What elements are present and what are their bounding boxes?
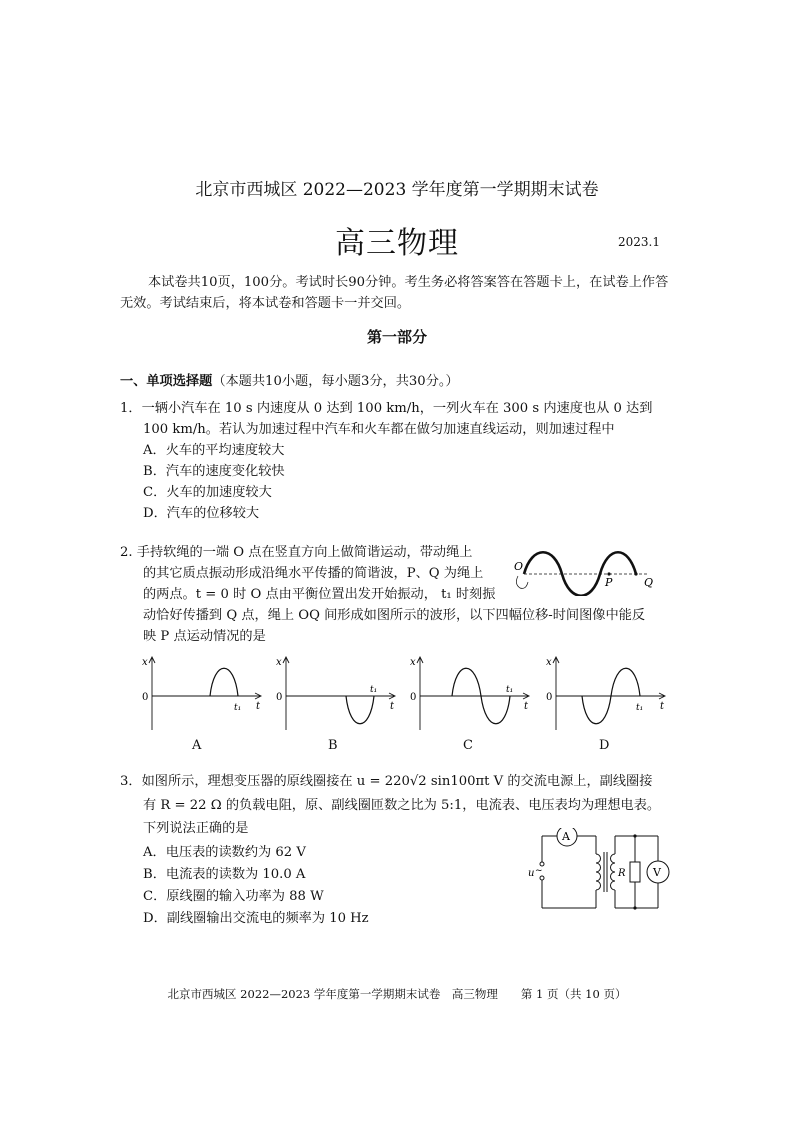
q2-line4: 动恰好传播到 Q 点，绳上 OQ 间形成如图所示的波形，以下四幅位移-时间图像中能反 — [143, 608, 646, 623]
graph-a-t-label: t — [256, 701, 261, 712]
q1-option-c: C．火车的加速度较大 — [143, 485, 272, 500]
primary-coil — [596, 854, 601, 890]
graph-d — [542, 654, 672, 734]
q3-option-a: A．电压表的读数约为 62 V — [143, 845, 306, 860]
part-heading: 第一部分 — [366, 328, 427, 346]
q2-line1: 2. 手持软绳的一端 O 点在竖直方向上做简谐运动，带动绳上 — [120, 545, 473, 560]
q3-line3: 下列说法正确的是 — [143, 821, 249, 836]
choice-d: D — [599, 738, 610, 753]
graph-b-x-label: x — [276, 657, 282, 668]
q2-line2: 的其它质点振动形成沿绳水平传播的简谐波，P、Q 为绳上 — [143, 566, 484, 581]
graph-b-curve — [346, 696, 374, 724]
subject-title: 高三物理 — [335, 226, 459, 261]
secondary-coil — [611, 854, 616, 890]
choice-a: A — [192, 738, 202, 753]
graph-b — [272, 654, 402, 734]
q3-option-b: B．电流表的读数为 10.0 A — [143, 867, 306, 882]
graph-c-zero: 0 — [410, 692, 417, 703]
q1-option-a: A．火车的平均速度较大 — [143, 443, 285, 458]
q2-line3: 的两点。t = 0 时 O 点由平衡位置出发开始振动， t₁ 时刻振 — [143, 587, 496, 602]
graph-b-t1: t₁ — [370, 685, 378, 695]
page-footer: 北京市西城区 2022—2023 学年度第一学期期末试卷 高三物理 第 1 页（共 10 页） — [167, 987, 627, 1001]
q3-line2: 有 R = 22 Ω 的负载电阻，原、副线圈匝数之比为 5:1，电流表、电压表均为理想电表。 — [143, 798, 661, 813]
label-o: O — [514, 560, 524, 573]
resistor-label: R — [618, 868, 626, 879]
graph-a-zero: 0 — [142, 692, 149, 703]
source-tilde-icon: ~ — [535, 866, 543, 876]
wave-figure — [510, 540, 660, 596]
graph-b-zero: 0 — [276, 692, 283, 703]
q3-option-c: C．原线圈的输入功率为 88 W — [143, 889, 324, 904]
graph-c-t1: t₁ — [506, 685, 514, 695]
graph-d-x-label: x — [546, 657, 552, 668]
q1-line2: 100 km/h。若认为加速过程中汽车和火车都在做匀加速直线运动，则加速过程中 — [143, 422, 615, 437]
hand-icon — [516, 576, 528, 588]
graph-a-t1: t₁ — [234, 703, 242, 713]
label-p: P — [605, 576, 613, 589]
exam-date: 2023.1 — [618, 235, 660, 249]
exam-title: 北京市西城区 2022—2023 学年度第一学期期末试卷 — [195, 180, 599, 200]
graph-d-t-label: t — [660, 701, 665, 712]
q1-option-b: B．汽车的速度变化较快 — [143, 464, 285, 479]
graph-a-curve — [210, 668, 238, 696]
circuit-diagram — [524, 828, 674, 914]
graph-c — [406, 654, 536, 734]
section-heading — [120, 370, 459, 389]
source-label: u — [528, 868, 535, 879]
section-note: （本题共10小题，每小题3分，共30分。） — [212, 374, 459, 389]
intro-text: 本试卷共10页，100分。考试时长90分钟。考生务必将答案答在答题卡上，在试卷上作答无效。考试结束后，将本试卷和答题卡一并交回。 — [120, 275, 669, 311]
graph-b-t-label: t — [390, 701, 395, 712]
point-q — [634, 572, 637, 575]
graph-d-t1: t₁ — [636, 703, 644, 713]
q3-line1: 3．如图所示，理想变压器的原线圈接在 u = 220√2 sin100πt V 的交流电源上，副线圈接 — [120, 774, 653, 789]
resistor — [630, 862, 640, 882]
q2-line5: 映 P 点运动情况的是 — [143, 629, 266, 644]
voltmeter-label: V — [653, 866, 661, 879]
q1-line1: 1．一辆小汽车在 10 s 内速度从 0 达到 100 km/h，一列火车在 300 s 内速度也从 0 达到 — [120, 401, 653, 416]
graph-c-x-label: x — [410, 657, 416, 668]
graph-a-x-label: x — [142, 657, 148, 668]
graph-d-zero: 0 — [546, 692, 553, 703]
choice-b: B — [328, 738, 338, 753]
label-q: Q — [644, 576, 654, 589]
section-title: 一、单项选择题 — [120, 374, 213, 389]
graph-c-t-label: t — [524, 701, 529, 712]
ammeter-label: A — [562, 830, 570, 843]
q1-option-d: D．汽车的位移较大 — [143, 506, 260, 521]
q3-option-d: D．副线圈输出交流电的频率为 10 Hz — [143, 911, 369, 926]
graph-a — [138, 654, 268, 734]
choice-c: C — [463, 738, 473, 753]
